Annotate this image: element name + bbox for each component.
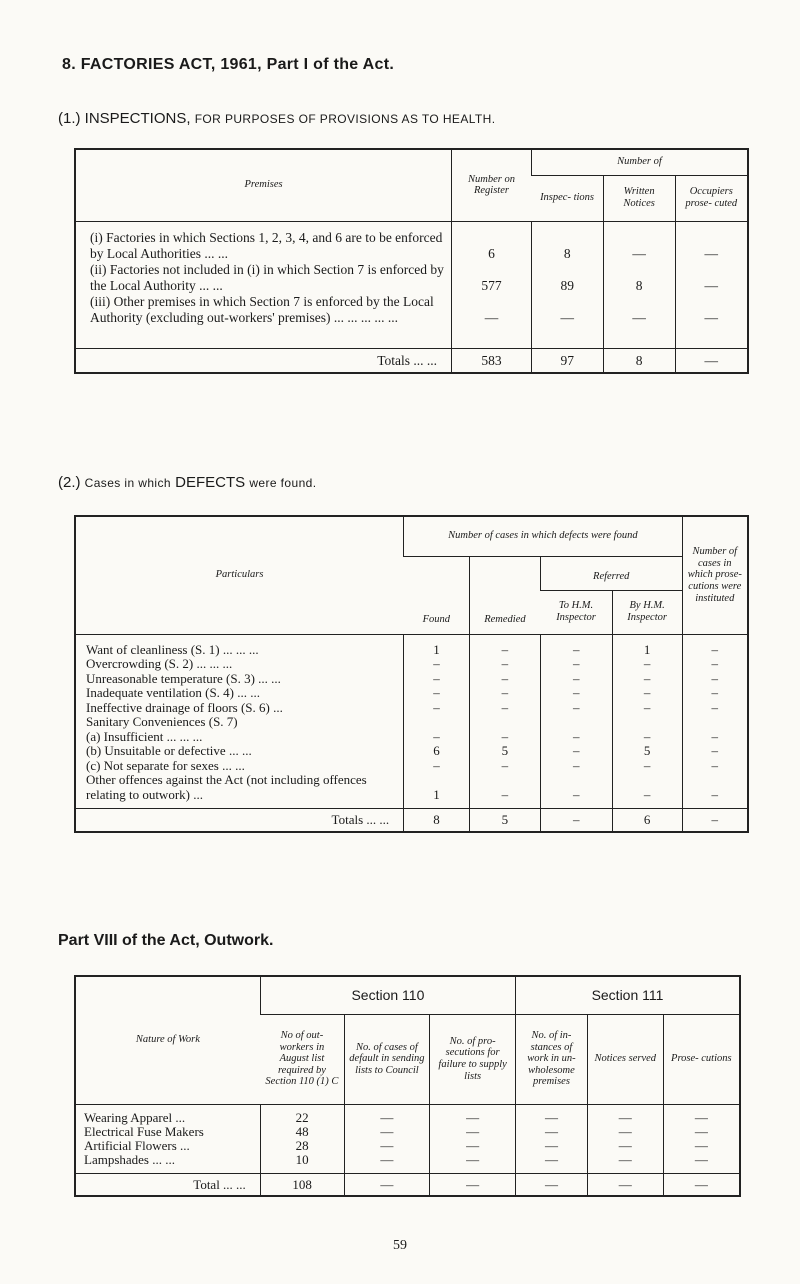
- outwork-row-1-b: —: [344, 1104, 430, 1125]
- outwork-totals-f: —: [663, 1173, 740, 1196]
- premises-row-2-notices: 8: [603, 262, 675, 294]
- defects-row-10-label: Other offences against the Act (not including offences relating to outwork) ...: [86, 772, 367, 802]
- defects-row-4-by: –: [612, 686, 682, 701]
- defects-totals-label: Totals ... ...: [75, 809, 404, 832]
- defects-row-4-remedied: –: [469, 686, 540, 701]
- defects-row-6-label: Sanitary Conveniences (S. 7): [86, 714, 238, 729]
- nature-header: Nature of Work: [75, 976, 260, 1104]
- prosecutions-header: Number of cases in which prose- cutions were instituted: [682, 516, 748, 634]
- defects-group-header: Number of cases in which defects were found: [404, 516, 682, 556]
- register-header: Number on Register: [452, 149, 532, 221]
- defects-row-8-to: –: [540, 744, 612, 759]
- outwork-row-3-b: —: [344, 1139, 430, 1153]
- inspections-totals-notices: 8: [603, 348, 675, 373]
- premises-row-2-prosecuted: —: [675, 262, 748, 294]
- defects-row-1-found: 1: [404, 634, 470, 657]
- defects-row-7-by: –: [612, 730, 682, 745]
- defects-row-7-pros: –: [682, 730, 748, 745]
- outwork-prosecutions-header: Prose- cutions: [663, 1014, 740, 1104]
- defects-row-2-to: –: [540, 657, 612, 672]
- defects-row-3-found: –: [404, 672, 470, 687]
- outwork-row-4-a: 10: [260, 1153, 344, 1174]
- defects-row-8-by: 5: [612, 744, 682, 759]
- defects-row-7-label: (a) Insufficient ... ... ...: [86, 728, 203, 744]
- defects-row-10-found: 1: [404, 773, 470, 809]
- defects-row-8-remedied: 5: [469, 744, 540, 759]
- defects-row-9-by: –: [612, 759, 682, 774]
- defects-row-5-to: –: [540, 701, 612, 716]
- page-title: 8. FACTORIES ACT, 1961, Part I of the Act.: [62, 56, 395, 73]
- premises-row-3-prosecuted: —: [675, 294, 748, 349]
- inspections-table: [74, 148, 749, 374]
- defects-row-2-found: –: [404, 657, 470, 672]
- outwork-row-1-e: —: [587, 1104, 663, 1125]
- to-hm-header: To H.M. Inspector: [540, 590, 612, 634]
- defects-row-8-label: (b) Unsuitable or defective ... ...: [86, 743, 252, 758]
- outwork-totals-c: —: [430, 1173, 516, 1196]
- outwork-row-3-e: —: [587, 1139, 663, 1153]
- outwork-row-2-f: —: [663, 1125, 740, 1139]
- defects-row-2-by: –: [612, 657, 682, 672]
- outwork-totals-d: —: [516, 1173, 588, 1196]
- defects-row-2-pros: –: [682, 657, 748, 672]
- outwork-totals-a: 108: [260, 1173, 344, 1196]
- inspections-col-header: Inspec- tions: [531, 175, 603, 221]
- defects-row-6-pros: [682, 715, 748, 730]
- outwork-heading: Part VIII of the Act, Outwork.: [58, 932, 274, 949]
- defects-totals-pros: –: [682, 809, 748, 832]
- defects-heading-c: were found.: [249, 476, 317, 490]
- premises-row-1-inspections: 8: [531, 221, 603, 262]
- defects-row-8-found: 6: [404, 744, 470, 759]
- inspections-heading-main: INSPECTIONS,: [84, 110, 191, 127]
- defects-totals-to: –: [540, 809, 612, 832]
- defects-row-1-label: Want of cleanliness (S. 1) ... ... ...: [86, 641, 259, 657]
- particulars-header: Particulars: [75, 516, 404, 634]
- defects-row-4-to: –: [540, 686, 612, 701]
- premises-row-1-register: 6: [452, 221, 532, 262]
- outwork-row-4-label: Lampshades ... ...: [84, 1151, 175, 1167]
- defects-number: (2.): [58, 474, 81, 491]
- defects-row-2-remedied: –: [469, 657, 540, 672]
- premises-header: Premises: [75, 149, 452, 221]
- defects-row-9-pros: –: [682, 759, 748, 774]
- outwork-row-1-label: Wearing Apparel ...: [84, 1109, 186, 1125]
- defects-row-9-found: –: [404, 759, 470, 774]
- defects-heading-a: Cases in which: [84, 476, 171, 490]
- defects-row-8-pros: –: [682, 744, 748, 759]
- defects-row-4-pros: –: [682, 686, 748, 701]
- outwork-row-1-f: —: [663, 1104, 740, 1125]
- defects-row-3-to: –: [540, 672, 612, 687]
- defects-row-7-found: –: [404, 730, 470, 745]
- premises-row-3-label: (iii) Other premises in which Section 7 is enforced by the Local Authority (excluding out-workers' premises) ... ... ... ... ...: [90, 293, 434, 325]
- premises-row-1-prosecuted: —: [675, 221, 748, 262]
- inspections-totals-inspections: 97: [531, 348, 603, 373]
- premises-row-3-register: —: [452, 294, 532, 349]
- prosecutions-failure-header: No. of pro- secutions for failure to supply lists: [430, 1014, 516, 1104]
- section-110-header: Section 110: [260, 976, 515, 1014]
- outwork-row-4-c: —: [430, 1153, 516, 1174]
- defects-totals-remedied: 5: [469, 809, 540, 832]
- outwork-row-1-a: 22: [260, 1104, 344, 1125]
- inspections-totals-register: 583: [452, 348, 532, 373]
- prosecuted-col-header: Occupiers prose- cuted: [675, 175, 748, 221]
- outwork-totals-b: —: [344, 1173, 430, 1196]
- defects-heading-b: DEFECTS: [175, 474, 246, 491]
- defects-totals-by: 6: [612, 809, 682, 832]
- defects-row-6-by: [612, 715, 682, 730]
- number-of-header: Number of: [531, 149, 748, 175]
- default-header: No. of cases of default in sending lists to Council: [344, 1014, 430, 1104]
- remedied-header: Remedied: [469, 556, 540, 634]
- defects-row-10-by: –: [612, 773, 682, 809]
- defects-row-1-to: –: [540, 634, 612, 657]
- defects-row-2-label: Overcrowding (S. 2) ... ... ...: [86, 656, 233, 671]
- inspections-number: (1.): [58, 110, 81, 127]
- outwork-row-3-d: —: [516, 1139, 588, 1153]
- outwork-row-4-d: —: [516, 1153, 588, 1174]
- defects-row-6-found: [404, 715, 470, 730]
- defects-row-10-pros: –: [682, 773, 748, 809]
- outwork-row-3-a: 28: [260, 1139, 344, 1153]
- outwork-row-2-label: Electrical Fuse Makers: [84, 1123, 204, 1139]
- found-header: Found: [404, 556, 470, 634]
- outwork-row-2-a: 48: [260, 1125, 344, 1139]
- inspections-heading-rest: FOR PURPOSES OF PROVISIONS AS TO HEALTH.: [194, 112, 496, 126]
- outwork-row-2-c: —: [430, 1125, 516, 1139]
- inspections-heading: [58, 110, 495, 127]
- defects-row-5-remedied: –: [469, 701, 540, 716]
- inspections-totals-label: Totals ... ...: [75, 348, 452, 373]
- defects-row-1-remedied: –: [469, 634, 540, 657]
- defects-row-9-remedied: –: [469, 759, 540, 774]
- defects-row-7-to: –: [540, 730, 612, 745]
- defects-row-3-pros: –: [682, 672, 748, 687]
- defects-row-1-by: 1: [612, 634, 682, 657]
- defects-row-6-remedied: [469, 715, 540, 730]
- defects-row-6-to: [540, 715, 612, 730]
- outwork-totals-label: Total ... ...: [75, 1173, 260, 1196]
- defects-row-5-by: –: [612, 701, 682, 716]
- defects-row-3-by: –: [612, 672, 682, 687]
- defects-row-5-found: –: [404, 701, 470, 716]
- outwork-row-3-label: Artificial Flowers ...: [84, 1137, 190, 1153]
- defects-row-5-pros: –: [682, 701, 748, 716]
- section-111-header: Section 111: [516, 976, 740, 1014]
- referred-header: Referred: [540, 556, 682, 590]
- defects-row-10-remedied: –: [469, 773, 540, 809]
- by-hm-header: By H.M. Inspector: [612, 590, 682, 634]
- defects-row-9-label: (c) Not separate for sexes ... ...: [86, 757, 245, 773]
- defects-row-4-found: –: [404, 686, 470, 701]
- premises-row-2-label: (ii) Factories not included in (i) in which Section 7 is enforced by the Local Authority ... ...: [90, 261, 444, 293]
- page-number: 59: [393, 1238, 407, 1253]
- premises-row-1-notices: —: [603, 221, 675, 262]
- defects-row-1-pros: –: [682, 634, 748, 657]
- inspections-totals-prosecuted: —: [675, 348, 748, 373]
- instances-header: No. of in- stances of work in un- wholesome premises: [516, 1014, 588, 1104]
- premises-row-3-inspections: —: [531, 294, 603, 349]
- premises-row-2-register: 577: [452, 262, 532, 294]
- outwork-row-1-c: —: [430, 1104, 516, 1125]
- notices-col-header: Written Notices: [603, 175, 675, 221]
- outwork-row-2-b: —: [344, 1125, 430, 1139]
- defects-table: [74, 515, 749, 833]
- premises-row-2-inspections: 89: [531, 262, 603, 294]
- defects-row-9-to: –: [540, 759, 612, 774]
- premises-row-1-label: (i) Factories in which Sections 1, 2, 3, 4, and 6 are to be enforced by Local Authorities ... ...: [90, 229, 443, 261]
- defects-row-10-to: –: [540, 773, 612, 809]
- defects-row-7-remedied: –: [469, 730, 540, 745]
- defects-row-4-label: Inadequate ventilation (S. 4) ... ...: [86, 685, 261, 700]
- defects-heading: [58, 474, 316, 491]
- notices-served-header: Notices served: [587, 1014, 663, 1104]
- defects-row-5-label: Ineffective drainage of floors (S. 6) ...: [86, 699, 283, 715]
- outwork-row-3-c: —: [430, 1139, 516, 1153]
- defects-totals-found: 8: [404, 809, 470, 832]
- outworkers-header: No of out- workers in August list required by Section 110 (1) C: [260, 1014, 344, 1104]
- defects-row-3-remedied: –: [469, 672, 540, 687]
- outwork-row-4-f: —: [663, 1153, 740, 1174]
- outwork-row-4-e: —: [587, 1153, 663, 1174]
- defects-row-3-label: Unreasonable temperature (S. 3) ... ...: [86, 670, 281, 686]
- outwork-row-2-d: —: [516, 1125, 588, 1139]
- outwork-table: [74, 975, 741, 1197]
- outwork-row-2-e: —: [587, 1125, 663, 1139]
- premises-row-3-notices: —: [603, 294, 675, 349]
- outwork-row-1-d: —: [516, 1104, 588, 1125]
- outwork-row-3-f: —: [663, 1139, 740, 1153]
- outwork-row-4-b: —: [344, 1153, 430, 1174]
- outwork-totals-e: —: [587, 1173, 663, 1196]
